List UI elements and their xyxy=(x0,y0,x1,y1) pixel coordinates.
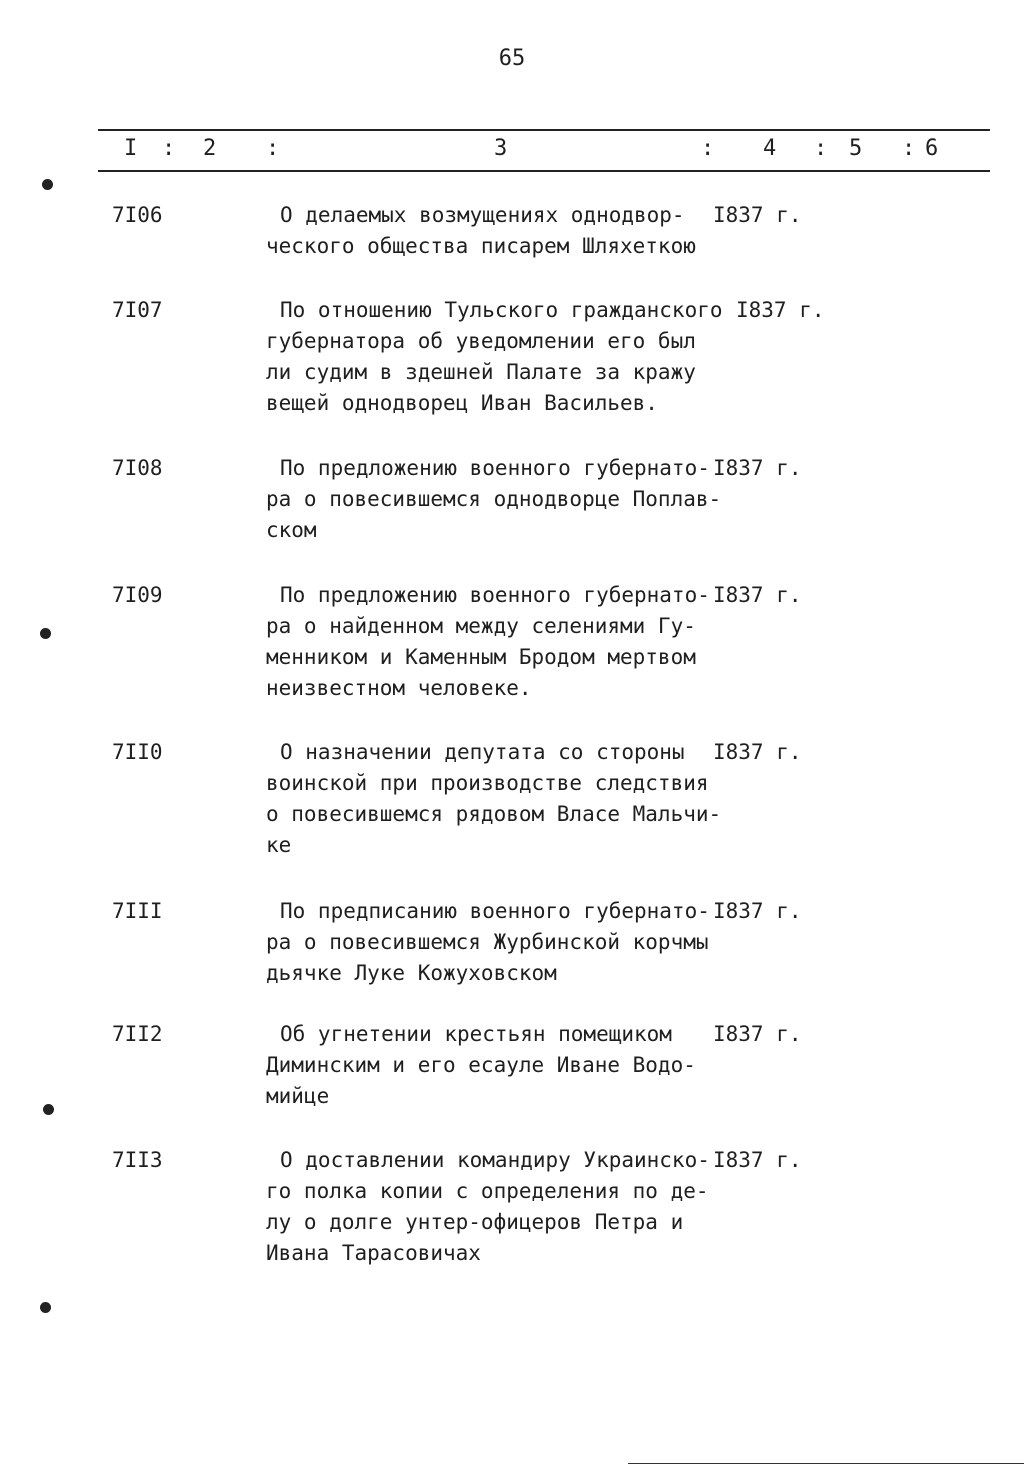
entry-description xyxy=(266,580,716,704)
entry-year: I837 г. xyxy=(713,899,802,923)
entry-year: I837 г. xyxy=(713,740,802,764)
entry-number: 7III xyxy=(112,899,163,923)
entry-number: 7II3 xyxy=(112,1148,163,1172)
description-line: По предложению военного губернато- xyxy=(280,583,710,607)
column-separator: : xyxy=(814,136,828,161)
binder-hole-mark xyxy=(40,628,51,639)
description-line: о повесившемся рядовом Власе Мальчи- xyxy=(266,802,722,826)
column-header-6: 6 xyxy=(925,136,939,161)
entry-description xyxy=(266,1019,716,1112)
description-line: По предложению военного губернато- xyxy=(280,456,710,480)
description-line: дьячке Луке Кожуховском xyxy=(266,961,557,985)
column-separator: : xyxy=(162,136,176,161)
entry-number: 7I09 xyxy=(112,583,163,607)
binder-hole-mark xyxy=(40,1302,51,1313)
description-line: Ивана Тарасовичах xyxy=(266,1241,481,1265)
entry-year: I837 г. xyxy=(713,1022,802,1046)
table-header-bottom-rule xyxy=(98,170,990,172)
entry-number: 7I06 xyxy=(112,203,163,227)
description-line: ра о повесившемся однодворце Поплав- xyxy=(266,487,722,511)
column-header-3: 3 xyxy=(494,136,508,161)
entry-number: 7I07 xyxy=(112,298,163,322)
binder-hole-mark xyxy=(42,179,53,190)
entry-year: I837 г. xyxy=(713,583,802,607)
entry-year: I837 г. xyxy=(713,203,802,227)
description-line: воинской при производстве следствия xyxy=(266,771,709,795)
description-line: мийце xyxy=(266,1084,330,1108)
description-line: вещей однодворец Иван Васильев. xyxy=(266,391,658,415)
entry-description xyxy=(266,200,716,262)
description-line: менником и Каменным Бродом мертвом xyxy=(266,645,696,669)
description-line: го полка копии с определения по де- xyxy=(266,1179,709,1203)
description-line: ра о найденном между селениями Гу- xyxy=(266,614,696,638)
entry-description xyxy=(266,453,722,546)
column-separator: : xyxy=(266,136,280,161)
description-line: ра о повесившемся Журбинской корчмы xyxy=(266,930,709,954)
entry-number: 7II0 xyxy=(112,740,163,764)
column-separator: : xyxy=(701,136,715,161)
entry-year: I837 г. xyxy=(736,298,825,322)
description-line: О назначении депутата со стороны xyxy=(280,740,685,764)
entry-description xyxy=(266,896,716,989)
description-line: По предписанию военного губернато- xyxy=(280,899,710,923)
entry-year: I837 г. xyxy=(713,1148,802,1172)
binder-hole-mark xyxy=(43,1104,54,1115)
description-line: О доставлении командиру Украинско- xyxy=(280,1148,710,1172)
table-header-top-rule xyxy=(98,129,990,131)
bottom-edge-line xyxy=(628,1463,1024,1464)
column-header-5: 5 xyxy=(849,136,863,161)
description-line: Диминским и его есауле Иване Водо- xyxy=(266,1053,696,1077)
description-line: О делаемых возмущениях однодвор- xyxy=(280,203,685,227)
description-line: лу о долге унтер-офицеров Петра и xyxy=(266,1210,684,1234)
column-header-1: I xyxy=(124,136,138,161)
description-line: ческого общества писарем Шляхеткою xyxy=(266,234,696,258)
description-line: ке xyxy=(266,833,292,857)
column-header-2: 2 xyxy=(203,136,217,161)
description-line: Об угнетении крестьян помещиком xyxy=(280,1022,672,1046)
description-line: губернатора об уведомлении его был xyxy=(266,329,696,353)
description-line: неизвестном человеке. xyxy=(266,676,532,700)
entry-description xyxy=(266,295,723,419)
description-line: ском xyxy=(266,518,317,542)
description-line: По отношению Тульского гражданского xyxy=(280,298,723,322)
column-header-4: 4 xyxy=(763,136,777,161)
entry-description xyxy=(266,1145,716,1269)
entry-description xyxy=(266,737,722,861)
entry-year: I837 г. xyxy=(713,456,802,480)
entry-number: 7I08 xyxy=(112,456,163,480)
column-separator: : xyxy=(902,136,916,161)
page-number: 65 xyxy=(498,46,526,71)
description-line: ли судим в здешней Палате за кражу xyxy=(266,360,696,384)
entry-number: 7II2 xyxy=(112,1022,163,1046)
